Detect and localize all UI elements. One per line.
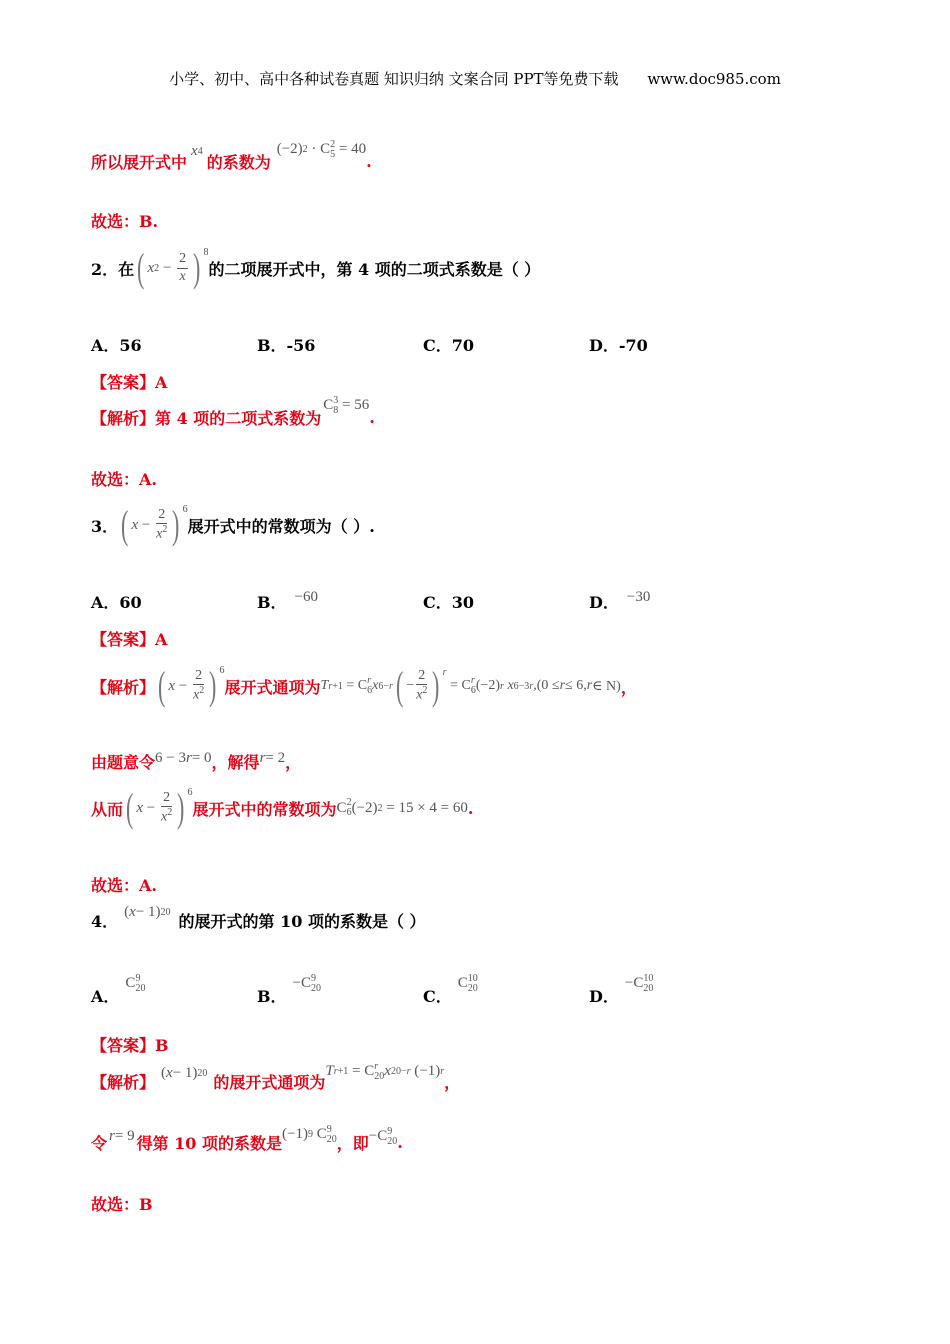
text: 的系数为 [206,153,271,172]
q2-analysis [91,394,375,429]
question-number: 4． [91,912,119,931]
q4-option-b [257,972,321,1006]
math-constant: C 2 6 (−2) 2 = 15 × 4 = 60 [336,797,468,818]
option-value: −60 [294,589,318,605]
q2-option-a: A．56 [91,336,142,355]
option-value: C 9 20 [125,972,146,994]
text: 令 [91,1134,108,1153]
option-value: −C 10 20 [624,972,654,994]
math-general-term: T r+1 = C r 6 x 6−r ( − $\frac{2}{x^2}$ ) $^r$ = C r 6 (−2) r x 6−3r ,(0 ≤ r ≤ 6, r ∈ N) [320,663,621,708]
q2-option-d: D．-70 [589,336,648,355]
text: ， [285,753,302,772]
text: . [366,152,372,171]
text: 由题意令 [91,753,156,772]
q2-stem [91,245,541,290]
text: B． [257,987,287,1006]
math-r9: r = 9 [109,1128,135,1144]
text: 所以展开式中 [91,153,188,172]
q3-option-b [257,590,318,613]
q3-line3 [91,785,474,830]
text: . [397,1133,403,1152]
text: B． [257,593,287,612]
text: 从而 [91,799,124,819]
text: D． [589,987,619,1006]
math-eq: 6 − 3 r = 0 [155,750,212,766]
text: 的展开式通项为 [213,1073,326,1092]
question-number: 2．在 [91,259,135,279]
q4-choose: 故选：B [91,1195,153,1214]
text: D． [589,593,619,612]
q4-analysis [91,1060,461,1093]
option-value: C 10 20 [457,972,478,994]
math-coef: (−2) 2 · C 2 5 = 40 [276,138,367,160]
q4-answer: 【答案】B [91,1036,169,1055]
q4-option-a [91,972,146,1006]
text: C．30 [423,593,475,612]
math-x4: x 4 [191,143,203,159]
text: 【解析】 [91,1073,156,1092]
math-x-1-20: ( x − 1) 20 [161,1065,208,1081]
text: ，即 [336,1134,369,1153]
option-value: −30 [626,589,651,605]
q3-option-a [91,590,142,613]
q3-line2 [91,750,301,773]
text: 得第 10 项的系数是 [136,1134,282,1153]
text: 【解析】第 4 项的二项式系数为 [91,409,322,428]
math-c83: C 3 8 = 56 [323,394,370,416]
math-general-term: T r+1 = C r 20 x 20−r (−1) r [325,1060,445,1082]
math-binomial: ( x 2 − $\frac{2}{x}$ ) $^8$ [137,245,209,290]
math-r: r = 2 [259,750,286,766]
q3-choose: 故选：A. [91,876,157,895]
q4-stem [91,904,426,932]
page-header [0,68,950,89]
text: 展开式通项为 [224,677,321,697]
q2-option-c: C．70 [423,336,475,355]
math-binomial: ( x − $\frac{2}{x^2}$ ) $^6$ [121,502,188,547]
option-value: −C 9 20 [292,972,321,994]
q2-choose: 故选：A. [91,470,157,489]
q4-line2 [91,1123,403,1154]
text: ，解得 [211,753,260,772]
math-binomial: ( x − $\frac{2}{x^2}$ ) $^6$ [126,785,193,830]
q3-analysis [91,663,637,708]
q4-option-c [423,972,478,1006]
header-site: www.doc985.com [647,70,781,88]
prev-choose: 故选：B. [91,212,159,231]
text: A．60 [91,593,142,612]
text: A． [91,987,120,1006]
prev-conclusion [91,138,372,173]
text: ， [620,677,637,697]
q3-answer: 【答案】A [91,630,168,649]
text: . [369,408,375,427]
q3-stem [91,502,375,547]
text: 的二项展开式中，第 4 项的二项式系数是（ ） [208,259,541,279]
text: C． [423,987,452,1006]
q2-option-b: B．-56 [257,336,316,355]
text: 展开式中的常数项为 [192,799,337,819]
text: ， [444,1073,461,1092]
text: 展开式中的常数项为（ ）. [187,516,375,536]
text: 【解析】 [91,677,156,697]
q3-option-c [423,590,474,613]
math-coef: (−1) 9 C 9 20 [282,1123,337,1145]
q3-option-d [589,590,650,613]
math-result: −C 9 20 [368,1125,398,1147]
text: 的展开式的第 10 项的系数是（ ） [178,912,426,931]
text: . [467,798,474,818]
header-text: 小学、初中、高中各种试卷真题 知识归纳 文案合同 PPT等免费下载 [169,70,619,88]
q2-answer: 【答案】A [91,373,168,392]
question-number: 3． [91,516,119,536]
math-binomial: ( x − $\frac{2}{x^2}$ ) $^6$ [158,663,225,708]
q4-option-d [589,972,654,1006]
math-x-1-20: ( x − 1) 20 [124,904,171,920]
